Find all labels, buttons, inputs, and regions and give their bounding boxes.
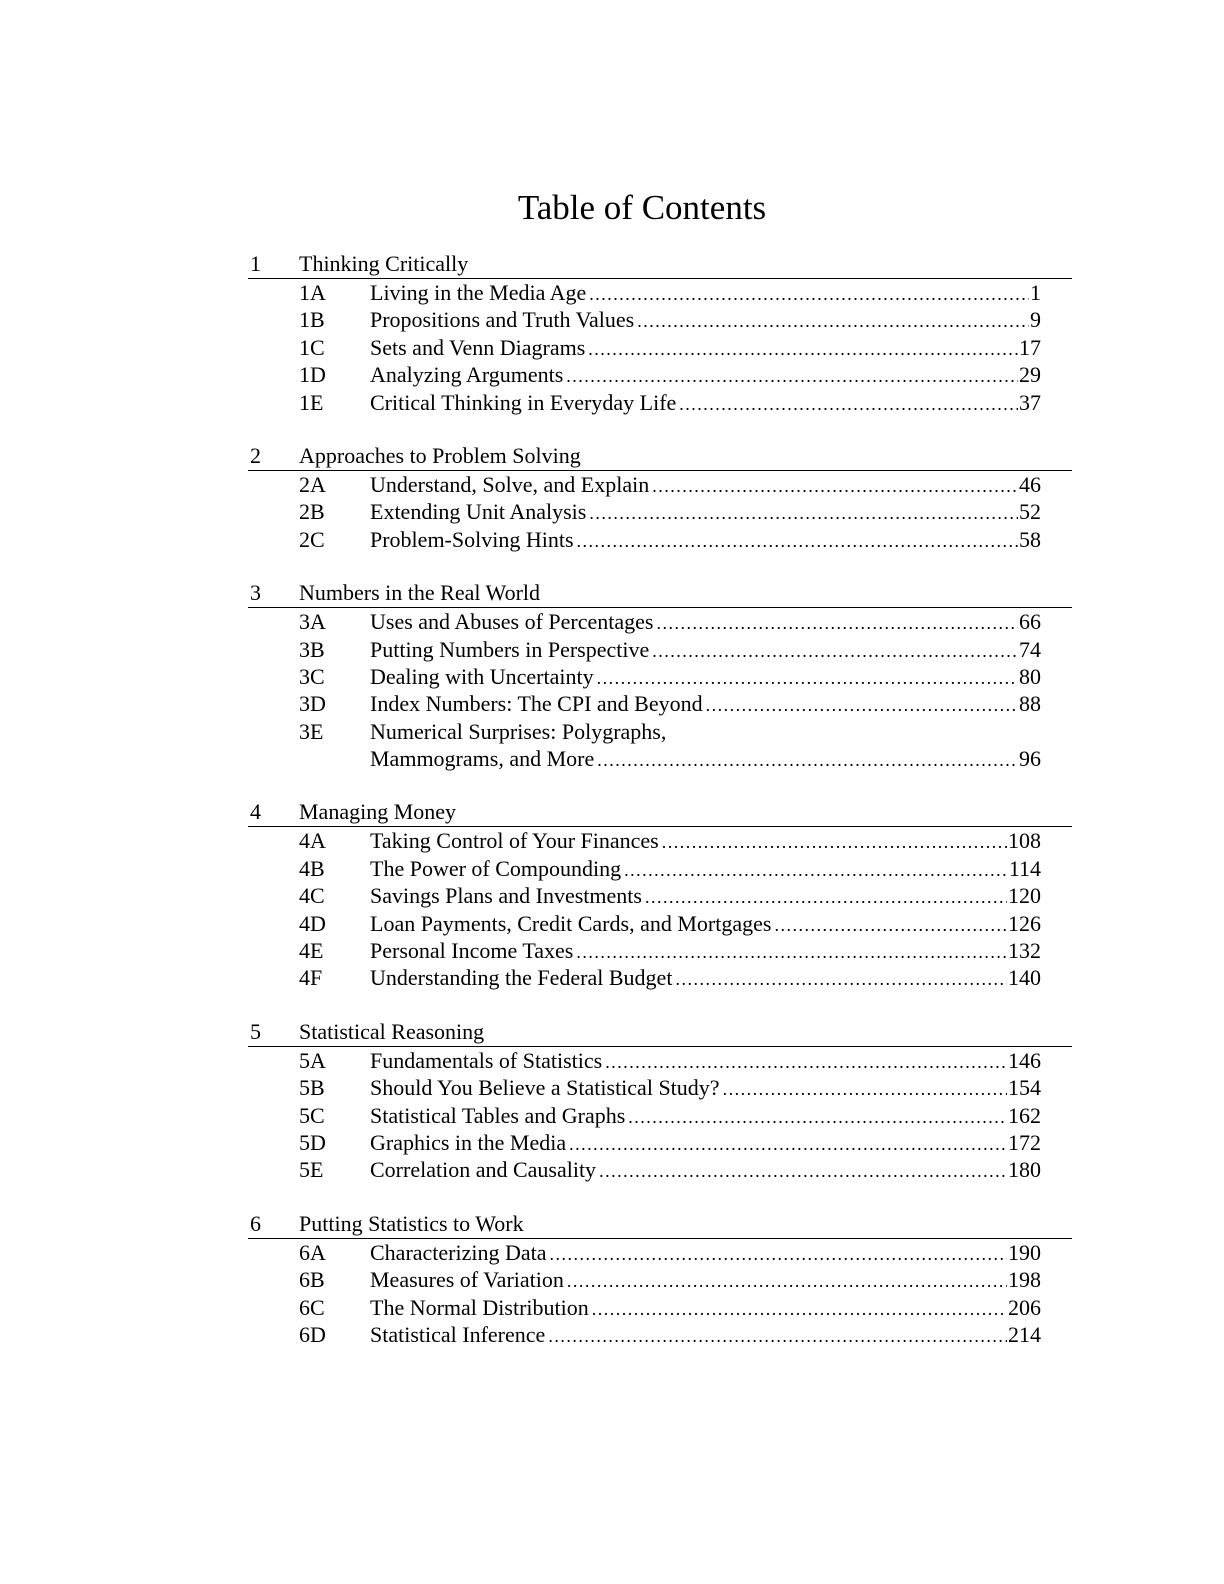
section-title[interactable]: Personal Income Taxes xyxy=(370,938,574,964)
section-title[interactable]: Graphics in the Media xyxy=(370,1130,567,1155)
chapter-title[interactable]: Managing Money xyxy=(299,799,457,825)
chapter-5 xyxy=(248,1018,1072,1184)
section-line xyxy=(370,718,1041,745)
section-line xyxy=(370,471,1041,498)
page-number[interactable]: 214 xyxy=(1008,1321,1041,1347)
section-number: 1B xyxy=(299,307,325,333)
chapter-4 xyxy=(248,798,1072,991)
page-number[interactable]: 37 xyxy=(1019,389,1041,415)
section-number: 3D xyxy=(299,691,326,717)
section-number: 4D xyxy=(299,910,326,936)
section-line xyxy=(370,1239,1041,1266)
section-entry xyxy=(370,306,1041,333)
page-number[interactable]: 198 xyxy=(1008,1267,1041,1293)
section-number: 1C xyxy=(299,334,325,360)
section-number: 5E xyxy=(299,1157,324,1183)
chapter-heading xyxy=(248,579,1072,608)
section-line xyxy=(370,361,1041,388)
section-entry xyxy=(370,690,1041,717)
dot-leader xyxy=(569,1131,1007,1156)
chapter-heading xyxy=(248,1210,1072,1239)
dot-leader xyxy=(652,638,1018,663)
dot-leader xyxy=(597,665,1018,690)
section-entry xyxy=(370,636,1041,663)
section-line xyxy=(370,1074,1041,1101)
dot-leader xyxy=(567,1268,1007,1293)
section-entry xyxy=(370,882,1041,909)
dot-leader xyxy=(723,1076,1007,1101)
section-line xyxy=(370,608,1041,635)
dot-leader xyxy=(662,829,1007,854)
section-number: 4F xyxy=(299,965,323,991)
toc-entry[interactable] xyxy=(248,1266,1072,1293)
section-title[interactable]: Extending Unit Analysis xyxy=(370,499,587,525)
section-line xyxy=(370,1156,1041,1183)
dot-leader xyxy=(589,281,1029,306)
dot-leader xyxy=(624,857,1008,882)
dot-leader xyxy=(597,747,1018,772)
page-number[interactable]: 146 xyxy=(1008,1047,1041,1073)
toc-entry[interactable] xyxy=(248,361,1072,388)
section-line xyxy=(370,279,1041,306)
chapter-heading xyxy=(248,442,1072,471)
section-title[interactable]: Loan Payments, Credit Cards, and Mortgages xyxy=(370,910,772,936)
chapter-number: 6 xyxy=(250,1210,261,1236)
section-line xyxy=(370,1129,1041,1156)
toc-entry[interactable] xyxy=(248,471,1072,498)
section-entry xyxy=(370,1156,1041,1183)
section-entry xyxy=(370,718,1041,773)
section-number: 2B xyxy=(299,499,325,525)
dot-leader xyxy=(577,528,1018,553)
toc-entry[interactable] xyxy=(248,882,1072,909)
toc-entry[interactable] xyxy=(248,608,1072,635)
toc-entry[interactable] xyxy=(248,827,1072,854)
section-title[interactable]: Critical Thinking in Everyday Life xyxy=(370,389,677,415)
dot-leader xyxy=(657,610,1019,635)
dot-leader xyxy=(675,966,1007,991)
chapter-title[interactable]: Statistical Reasoning xyxy=(299,1018,485,1044)
section-title[interactable]: Putting Numbers in Perspective xyxy=(370,636,650,662)
toc-entry[interactable] xyxy=(248,1074,1072,1101)
section-title[interactable]: Taking Control of Your Finances xyxy=(370,828,659,854)
page-number[interactable]: 17 xyxy=(1019,334,1041,360)
section-number: 1D xyxy=(299,362,326,388)
section-title[interactable]: Index Numbers: The CPI and Beyond xyxy=(370,691,703,717)
section-line xyxy=(370,498,1041,525)
section-number: 3E xyxy=(299,718,324,744)
section-line xyxy=(370,1266,1041,1293)
section-number: 1A xyxy=(299,280,326,305)
section-line xyxy=(370,636,1041,663)
section-number: 5C xyxy=(299,1102,325,1128)
toc-entry[interactable] xyxy=(248,389,1072,416)
section-line xyxy=(370,827,1041,854)
page-number[interactable]: 190 xyxy=(1008,1239,1041,1265)
dot-leader xyxy=(589,500,1018,525)
section-title[interactable]: Problem-Solving Hints xyxy=(370,526,574,552)
chapter-heading xyxy=(248,250,1072,279)
section-line xyxy=(370,389,1041,416)
section-title[interactable]: Analyzing Arguments xyxy=(370,362,564,388)
section-line xyxy=(370,526,1041,553)
toc-entry[interactable] xyxy=(248,1294,1072,1321)
section-line xyxy=(370,1047,1041,1074)
section-entry xyxy=(370,964,1041,991)
chapter-1 xyxy=(248,250,1072,416)
page-number[interactable]: 154 xyxy=(1008,1075,1041,1101)
page-number[interactable]: 9 xyxy=(1030,307,1041,333)
section-entry xyxy=(370,279,1041,306)
section-line xyxy=(370,964,1041,991)
section-title[interactable]: The Normal Distribution xyxy=(370,1294,589,1320)
section-number: 4C xyxy=(299,883,325,909)
page-number[interactable]: 132 xyxy=(1008,938,1041,964)
chapter-title[interactable]: Putting Statistics to Work xyxy=(299,1210,524,1236)
page-number[interactable]: 114 xyxy=(1008,855,1041,881)
dot-leader xyxy=(706,692,1018,717)
toc-entry[interactable] xyxy=(248,1047,1072,1074)
section-title[interactable]: Understand, Solve, and Explain xyxy=(370,471,650,497)
section-title[interactable]: Correlation and Causality xyxy=(370,1157,597,1183)
section-number: 3C xyxy=(299,663,325,689)
section-number: 4E xyxy=(299,938,324,964)
dot-leader xyxy=(576,939,1007,964)
section-line xyxy=(370,663,1041,690)
section-line xyxy=(370,1294,1041,1321)
toc-entry[interactable] xyxy=(248,964,1072,991)
section-title[interactable]: Propositions and Truth Values xyxy=(370,307,635,333)
section-entry xyxy=(370,1129,1041,1156)
section-line xyxy=(370,745,1041,772)
chapter-title[interactable]: Approaches to Problem Solving xyxy=(299,442,581,468)
toc-entry[interactable] xyxy=(248,306,1072,333)
toc-entry[interactable] xyxy=(248,636,1072,663)
section-number: 4B xyxy=(299,855,325,881)
toc-entry[interactable] xyxy=(248,1129,1072,1156)
page-number[interactable]: 140 xyxy=(1008,965,1041,991)
section-entry xyxy=(370,608,1041,635)
section-number: 5D xyxy=(299,1130,326,1155)
toc-entry[interactable] xyxy=(248,526,1072,553)
page-number[interactable]: 80 xyxy=(1019,663,1041,689)
section-entry xyxy=(370,361,1041,388)
page-number[interactable]: 74 xyxy=(1019,636,1041,662)
page-number[interactable]: 46 xyxy=(1019,471,1041,497)
section-entry xyxy=(370,1047,1041,1074)
chapter-6 xyxy=(248,1210,1072,1349)
toc-entry[interactable] xyxy=(248,663,1072,690)
section-number: 1E xyxy=(299,389,324,415)
toc-entry[interactable] xyxy=(248,334,1072,361)
section-entry xyxy=(370,1321,1041,1348)
toc-entry[interactable] xyxy=(248,690,1072,717)
chapter-number: 5 xyxy=(250,1018,261,1044)
section-line xyxy=(370,937,1041,964)
section-title[interactable]: Fundamentals of Statistics xyxy=(370,1047,603,1073)
toc-entry[interactable] xyxy=(248,855,1072,882)
dot-leader xyxy=(566,363,1018,388)
section-number: 6C xyxy=(299,1294,325,1320)
page-number[interactable]: 172 xyxy=(1008,1130,1041,1155)
dot-leader xyxy=(652,473,1018,498)
toc-entry[interactable] xyxy=(248,718,1072,773)
table-of-contents xyxy=(248,250,1072,1374)
section-entry xyxy=(370,389,1041,416)
section-number: 6A xyxy=(299,1239,326,1265)
toc-entry[interactable] xyxy=(248,1321,1072,1348)
toc-entry[interactable] xyxy=(248,498,1072,525)
section-title[interactable]: Measures of Variation xyxy=(370,1267,564,1293)
section-title[interactable]: Dealing with Uncertainty xyxy=(370,663,594,689)
page-number[interactable]: 206 xyxy=(1008,1294,1041,1320)
chapter-2 xyxy=(248,442,1072,553)
chapter-number: 3 xyxy=(250,580,261,606)
section-line xyxy=(370,306,1041,333)
section-entry xyxy=(370,471,1041,498)
dot-leader xyxy=(592,1296,1007,1321)
section-number: 4A xyxy=(299,828,326,854)
section-entry xyxy=(370,526,1041,553)
dot-leader xyxy=(605,1049,1007,1074)
section-title[interactable]: Mammograms, and More xyxy=(370,746,595,772)
section-line xyxy=(370,334,1041,361)
page-number[interactable]: 66 xyxy=(1019,609,1041,635)
section-title[interactable]: Understanding the Federal Budget xyxy=(370,965,673,991)
section-number: 5A xyxy=(299,1047,326,1073)
chapter-heading xyxy=(248,798,1072,827)
section-number: 2C xyxy=(299,526,325,552)
dot-leader xyxy=(548,1323,1007,1348)
chapter-3 xyxy=(248,579,1072,772)
section-title[interactable]: Uses and Abuses of Percentages xyxy=(370,609,654,635)
chapter-title[interactable]: Numbers in the Real World xyxy=(299,580,541,606)
page-number[interactable]: 120 xyxy=(1008,883,1041,909)
section-line xyxy=(370,1102,1041,1129)
page-number[interactable]: 88 xyxy=(1019,691,1041,717)
page-number[interactable]: 1 xyxy=(1030,280,1041,305)
section-entry xyxy=(370,1294,1041,1321)
section-title[interactable]: Should You Believe a Statistical Study? xyxy=(370,1075,720,1101)
section-entry xyxy=(370,937,1041,964)
chapter-heading xyxy=(248,1018,1072,1047)
dot-leader xyxy=(550,1241,1007,1266)
toc-entry[interactable] xyxy=(248,1239,1072,1266)
toc-entry[interactable] xyxy=(248,910,1072,937)
section-number: 2A xyxy=(299,471,326,497)
chapter-number: 1 xyxy=(250,251,261,276)
section-entry xyxy=(370,827,1041,854)
section-line xyxy=(370,855,1041,882)
section-title[interactable]: Statistical Inference xyxy=(370,1321,546,1347)
page-number[interactable]: 162 xyxy=(1008,1102,1041,1128)
section-title[interactable]: Statistical Tables and Graphs xyxy=(370,1102,626,1128)
section-entry xyxy=(370,855,1041,882)
page-number[interactable]: 52 xyxy=(1019,499,1041,525)
toc-entry[interactable] xyxy=(248,1156,1072,1183)
toc-entry[interactable] xyxy=(248,1102,1072,1129)
section-entry xyxy=(370,498,1041,525)
dot-leader xyxy=(774,912,1007,937)
section-entry xyxy=(370,334,1041,361)
section-number: 3A xyxy=(299,609,326,635)
dot-leader xyxy=(637,308,1029,333)
section-number: 6B xyxy=(299,1267,325,1293)
section-title[interactable]: The Power of Compounding xyxy=(370,855,622,881)
chapter-number: 2 xyxy=(250,442,261,468)
dot-leader xyxy=(628,1104,1007,1129)
chapter-title[interactable]: Thinking Critically xyxy=(299,251,469,276)
section-entry xyxy=(370,1074,1041,1101)
section-title[interactable]: Sets and Venn Diagrams xyxy=(370,334,586,360)
section-number: 5B xyxy=(299,1075,325,1101)
dot-leader xyxy=(679,391,1018,416)
dot-leader xyxy=(599,1158,1007,1183)
section-number: 6D xyxy=(299,1321,326,1347)
dot-leader xyxy=(645,884,1007,909)
dot-leader xyxy=(588,336,1018,361)
section-line xyxy=(370,1321,1041,1348)
section-entry xyxy=(370,663,1041,690)
section-entry xyxy=(370,1239,1041,1266)
page-number[interactable]: 126 xyxy=(1008,910,1041,936)
section-title[interactable]: Savings Plans and Investments xyxy=(370,883,642,909)
section-title[interactable]: Numerical Surprises: Polygraphs, xyxy=(370,718,667,744)
section-number: 3B xyxy=(299,636,325,662)
toc-entry[interactable] xyxy=(248,937,1072,964)
section-line xyxy=(370,882,1041,909)
section-entry xyxy=(370,910,1041,937)
section-line xyxy=(370,690,1041,717)
page-title: Table of Contents xyxy=(517,188,767,227)
toc-entry[interactable] xyxy=(248,279,1072,306)
section-entry xyxy=(370,1266,1041,1293)
page-number[interactable]: 180 xyxy=(1008,1157,1041,1183)
section-line xyxy=(370,910,1041,937)
section-entry xyxy=(370,1102,1041,1129)
page-number[interactable]: 108 xyxy=(1008,828,1041,854)
page-number[interactable]: 96 xyxy=(1019,746,1041,772)
section-title[interactable]: Living in the Media Age xyxy=(370,280,587,305)
section-title[interactable]: Characterizing Data xyxy=(370,1239,547,1265)
page-number[interactable]: 58 xyxy=(1019,526,1041,552)
page-number[interactable]: 29 xyxy=(1019,362,1041,388)
chapter-number: 4 xyxy=(250,799,261,825)
